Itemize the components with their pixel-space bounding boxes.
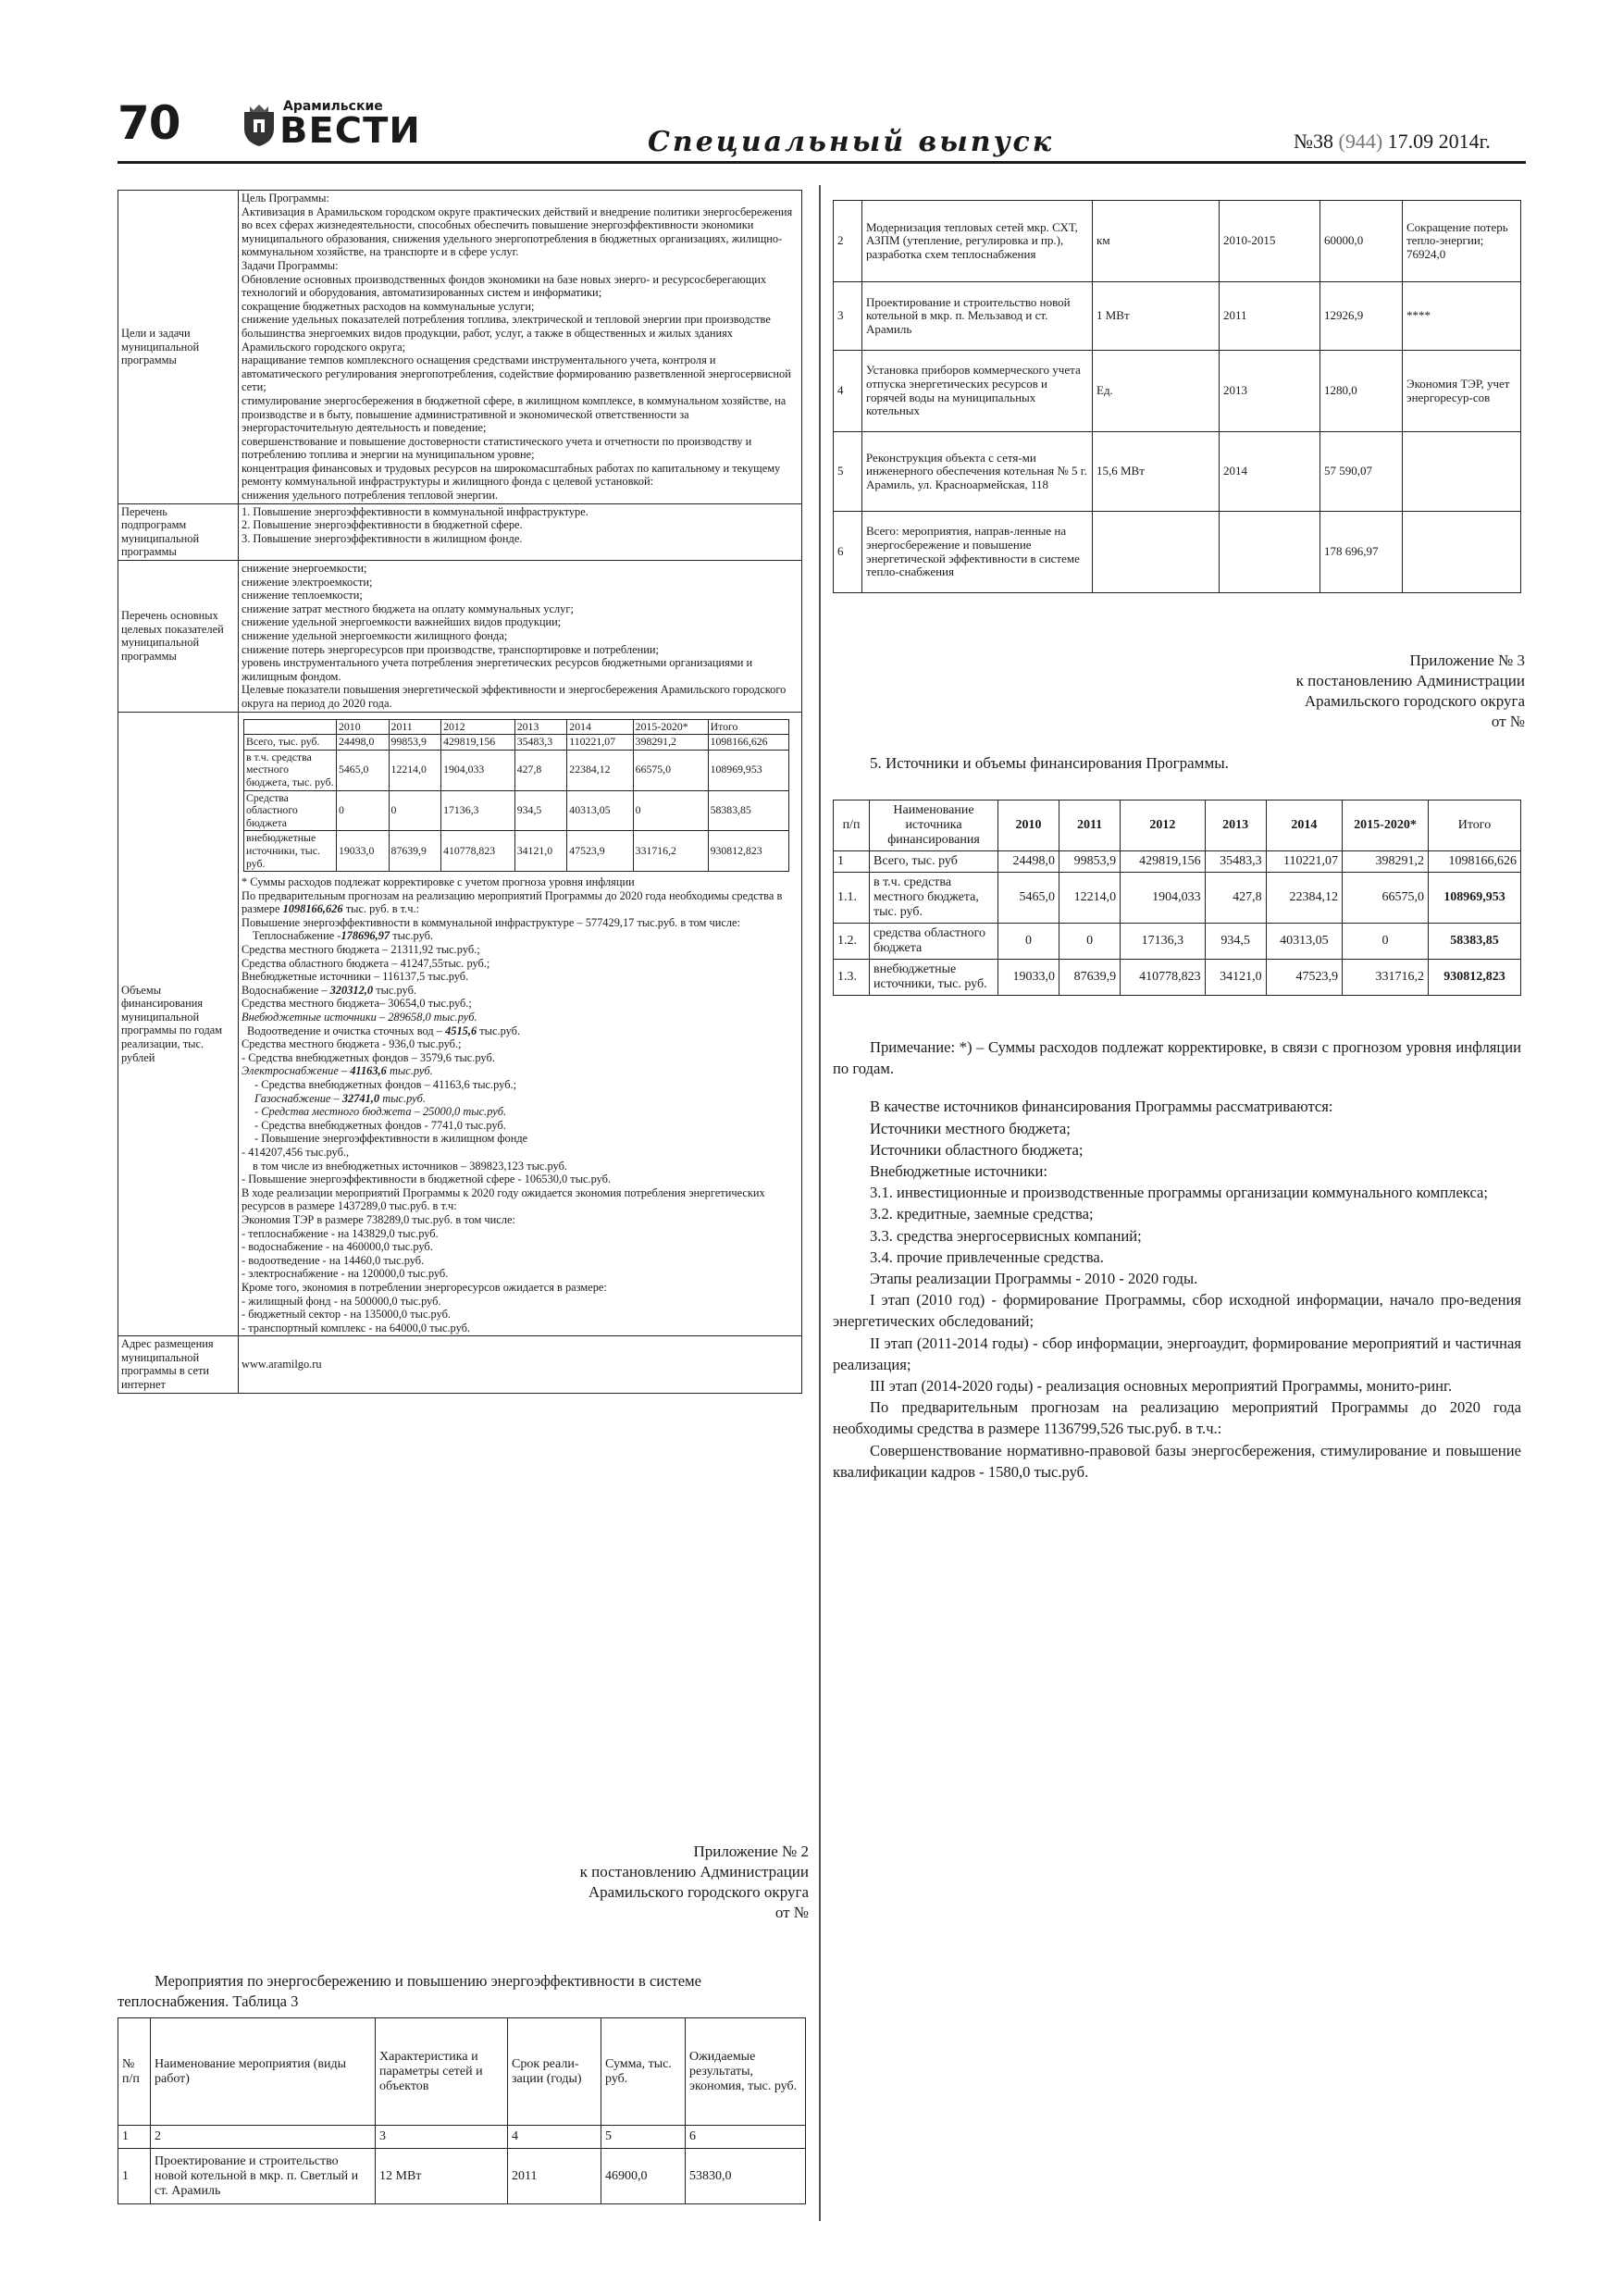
header-cell: 2012 bbox=[1121, 800, 1206, 851]
fin-line: Повышение энергоэффективности в коммунальной инфраструктуре – 577429,17 тыс.руб. в том числе: bbox=[242, 915, 740, 929]
measure-result: Сокращение потерь тепло-энергии; 76924,0 bbox=[1403, 201, 1521, 282]
fin-line: - Повышение энергоэффективности в бюджетной сфере - 106530,0 тыс.руб. bbox=[242, 1173, 612, 1186]
measure-term: 2011 bbox=[1220, 282, 1320, 351]
paragraph: По предварительным прогнозам на реализацию мероприятий Программы до 2020 года необходимы средства в размере 1136799,526 тыс.руб. в т.ч.: bbox=[833, 1398, 1521, 1438]
header-cell: Наименование мероприятия (виды работ) bbox=[151, 2018, 376, 2126]
paragraph: В качестве источников финансирования Программы рассматриваются: bbox=[870, 1098, 1333, 1116]
measure-term: 2010-2015 bbox=[1220, 201, 1320, 282]
measure-unit: Ед. bbox=[1093, 351, 1220, 432]
fin-bold: 4515,6 bbox=[445, 1024, 477, 1037]
cell: 19033,0 bbox=[998, 960, 1059, 996]
cell: 66575,0 bbox=[1343, 873, 1429, 924]
inner-cell: 99853,9 bbox=[389, 735, 441, 751]
cell: 3 bbox=[376, 2126, 508, 2149]
issue-title: Специальный выпуск bbox=[648, 126, 1055, 158]
cell: 17136,3 bbox=[1121, 924, 1206, 960]
fin-text: Электроснабжение – bbox=[242, 1064, 348, 1078]
inner-header-cell bbox=[244, 719, 337, 735]
inner-header-cell: 2012 bbox=[441, 719, 515, 735]
inner-cell: внебюджетные источники, тыс. руб. bbox=[244, 831, 337, 872]
measure-sum: 60000,0 bbox=[1320, 201, 1403, 282]
measure-sum: 57 590,07 bbox=[1320, 432, 1403, 512]
passport-row-targets bbox=[118, 561, 802, 713]
fin-bold: 178696,97 bbox=[341, 929, 390, 943]
header-cell: Наименование источника финансирования bbox=[870, 800, 998, 851]
fin-line: - Средства внебюджетных фондов - 7741,0 тыс.руб. bbox=[254, 1118, 506, 1132]
targets-text: снижение энергоемкости; снижение электроемкости; снижение теплоемкости; снижение затрат местного бюджета на оплату коммунальных услуг; снижение удельной энергоемкости важнейших видов продукции; снижение удельной энергоемкости жилищного фонда; снижение потерь энергоресурсов при производстве, транспортировке и потреблении; уровень инструментального учета потребления энергетических ресурсов бюджетными организациями и жилищным фондом. Целевые показатели повышения энергетической эффективности и энергосбережения Арамильского городского округа на период до 2020 года. bbox=[239, 561, 802, 713]
paragraph: Внебюджетные источники: bbox=[870, 1162, 1047, 1181]
fin-line: - водоотведение - на 14460,0 тыс.руб. bbox=[242, 1253, 425, 1267]
subprog-label: Перечень подпрограмм муниципальной программы bbox=[118, 503, 239, 560]
inner-cell: 24498,0 bbox=[337, 735, 390, 751]
column-divider bbox=[819, 185, 821, 2221]
fin-bold: 1098166,626 bbox=[282, 902, 343, 916]
cell: 1.1. bbox=[834, 873, 870, 924]
cell: 427,8 bbox=[1205, 873, 1266, 924]
header-cell: 2015-2020* bbox=[1343, 800, 1429, 851]
fin-line: - Средства внебюджетных фондов – 3579,6 тыс.руб. bbox=[242, 1050, 495, 1064]
inner-header-cell: 2013 bbox=[514, 719, 567, 735]
cell: 46900,0 bbox=[601, 2149, 686, 2204]
fin-text: По предварительным прогнозам на реализацию мероприятий Программы до 2020 года необходимы средства в размере bbox=[242, 888, 783, 916]
table-row bbox=[834, 282, 1521, 351]
measure-sum: 178 696,97 bbox=[1320, 512, 1403, 593]
fin-line bbox=[242, 889, 799, 916]
cell: 110221,07 bbox=[1266, 851, 1342, 873]
coat-of-arms-icon bbox=[241, 103, 278, 147]
fin-text: тыс.руб. bbox=[479, 1024, 521, 1037]
cell: 12 МВт bbox=[376, 2149, 508, 2204]
header-cell: Ожидаемые результаты, экономия, тыс. руб. bbox=[686, 2018, 806, 2126]
inner-cell: 87639,9 bbox=[389, 831, 441, 872]
paragraph: III этап (2014-2020 годы) - реализация основных мероприятий Программы, монито-ринг. bbox=[870, 1377, 1453, 1396]
financing-text bbox=[833, 1036, 1521, 1483]
fin-line: - Повышение энергоэффективности в жилищном фонде bbox=[254, 1132, 528, 1146]
inner-cell: 22384,12 bbox=[567, 750, 633, 790]
measure-term: 2013 bbox=[1220, 351, 1320, 432]
inner-cell: 5465,0 bbox=[337, 750, 390, 790]
inner-cell: в т.ч. средства местного бюджета, тыс. руб. bbox=[244, 750, 337, 790]
measure-unit: 1 МВт bbox=[1093, 282, 1220, 351]
address-label: Адрес размещения муниципальной программы в сети интернет bbox=[118, 1336, 239, 1393]
cell: 1 bbox=[118, 2149, 151, 2204]
fin-line: - теплоснабжение - на 143829,0 тыс.руб. bbox=[242, 1226, 439, 1240]
cell: 47523,9 bbox=[1266, 960, 1342, 996]
note-paragraph: Примечание: *) – Суммы расходов подлежат корректировке, в связи с прогнозом уровня инфляции по годам. bbox=[833, 1038, 1521, 1078]
header-rule bbox=[118, 161, 1526, 164]
fin-line: - транспортный комплекс - на 64000,0 тыс.руб. bbox=[242, 1321, 471, 1334]
fin-line: в том числе из внебюджетных источников – 389823,123 тыс.руб. bbox=[253, 1159, 567, 1173]
row-number: 3 bbox=[834, 282, 862, 351]
table3-intro: Мероприятия по энергосбережению и повышению энергоэффективности в системе теплоснабжения. Таблица 3 bbox=[118, 1972, 702, 2010]
passport-row-finance bbox=[118, 712, 802, 1336]
table-row bbox=[834, 960, 1521, 996]
measure-sum: 12926,9 bbox=[1320, 282, 1403, 351]
measure-result: Экономия ТЭР, учет энергоресур-сов bbox=[1403, 351, 1521, 432]
inner-cell: 35483,3 bbox=[514, 735, 567, 751]
header-cell: 2010 bbox=[998, 800, 1059, 851]
cell: 87639,9 bbox=[1059, 960, 1121, 996]
finance-cell bbox=[239, 712, 802, 1336]
fin-bold: 320312,0 bbox=[329, 983, 374, 997]
inner-cell: 34121,0 bbox=[514, 831, 567, 872]
inner-cell: 0 bbox=[337, 790, 390, 831]
inner-cell: 17136,3 bbox=[441, 790, 515, 831]
fin-line: Кроме того, экономия в потреблении энергоресурсов ожидается в размере: bbox=[242, 1280, 607, 1294]
inner-cell: 934,5 bbox=[514, 790, 567, 831]
inner-header-cell: 2010 bbox=[337, 719, 390, 735]
cell: 1 bbox=[834, 851, 870, 873]
paragraph: II этап (2011-2014 годы) - сбор информации, энергоаудит, формирование мероприятий и частичная реализация; bbox=[833, 1334, 1521, 1373]
financing-sources-table bbox=[833, 800, 1521, 996]
cell: 2011 bbox=[508, 2149, 601, 2204]
passport-row-goals bbox=[118, 191, 802, 504]
page-number: 70 bbox=[118, 96, 180, 150]
finance-inner-table bbox=[243, 719, 789, 873]
header-cell: 2013 bbox=[1205, 800, 1266, 851]
measure-term: 2014 bbox=[1220, 432, 1320, 512]
cell: 58383,85 bbox=[1428, 924, 1520, 960]
fin-line: В ходе реализации мероприятий Программы к 2020 году ожидается экономия потребления энергетических ресурсов в размере 1437289,0 тыс.руб. в т.ч: bbox=[242, 1185, 765, 1213]
header-cell: № п/п bbox=[118, 2018, 151, 2126]
passport-row-subprograms bbox=[118, 503, 802, 560]
inner-cell: 47523,9 bbox=[567, 831, 633, 872]
section-5-title: 5. Источники и объемы финансирования Программы. bbox=[870, 754, 1229, 772]
paragraph: 3.3. средства энергосервисных компаний; bbox=[870, 1226, 1142, 1245]
fin-text: Водоотведение и очистка сточных вод – bbox=[247, 1024, 442, 1037]
fin-line: - жилищный фонд - на 500000,0 тыс.руб. bbox=[242, 1294, 441, 1308]
paragraph: 3.1. инвестиционные и производственные программы организации коммунального комплекса; bbox=[870, 1184, 1489, 1202]
cell: 1904,033 bbox=[1121, 873, 1206, 924]
measures-table-continued bbox=[833, 200, 1521, 593]
fin-bold: 41163,6 bbox=[350, 1064, 387, 1078]
inner-row bbox=[244, 735, 789, 751]
issue-no-total: (944) bbox=[1338, 130, 1383, 153]
table-row bbox=[834, 512, 1521, 593]
passport-row-address bbox=[118, 1336, 802, 1393]
paragraph: Совершенствование нормативно-правовой базы энергосбережения, стимулирование и повышение квалификации кадров - 1580,0 тыс.руб. bbox=[833, 1441, 1521, 1481]
cell: 6 bbox=[686, 2126, 806, 2149]
cell: 12214,0 bbox=[1059, 873, 1121, 924]
cell: 410778,823 bbox=[1121, 960, 1206, 996]
cell: 2 bbox=[151, 2126, 376, 2149]
inner-cell: 1904,033 bbox=[441, 750, 515, 790]
inner-cell: Средства областного бюджета bbox=[244, 790, 337, 831]
cell: 0 bbox=[1059, 924, 1121, 960]
fin-line: Средства областного бюджета – 41247,55тыс. руб.; bbox=[242, 956, 490, 970]
paragraph: 3.2. кредитные, заемные средства; bbox=[870, 1205, 1094, 1223]
paragraph: Источники областного бюджета; bbox=[870, 1140, 1084, 1159]
header-cell: Итого bbox=[1428, 800, 1520, 851]
inner-header-cell: 2014 bbox=[567, 719, 633, 735]
column-numbers-row bbox=[118, 2126, 806, 2149]
table-row bbox=[834, 873, 1521, 924]
measure-name: Модернизация тепловых сетей мкр. СХТ, АЗПМ (утепление, регулировка и пр.), разработка схем теплоснабжения bbox=[862, 201, 1093, 282]
fin-line: - 414207,456 тыс.руб., bbox=[242, 1145, 350, 1159]
cell: 53830,0 bbox=[686, 2149, 806, 2204]
inner-cell: 0 bbox=[633, 790, 708, 831]
fin-line: - электроснабжение - на 120000,0 тыс.руб. bbox=[242, 1267, 449, 1281]
fin-line bbox=[242, 1024, 799, 1038]
inner-cell: 331716,2 bbox=[633, 831, 708, 872]
cell: 429819,156 bbox=[1121, 851, 1206, 873]
fin-line bbox=[242, 1092, 799, 1106]
header-cell: Характеристика и параметры сетей и объектов bbox=[376, 2018, 508, 2126]
fin-line: Внебюджетные источники – 116137,5 тыс.руб. bbox=[242, 970, 469, 984]
inner-header-cell: Итого bbox=[708, 719, 788, 735]
cell: Проектирование и строительство новой котельной в мкр. п. Светлый и ст. Арамиль bbox=[151, 2149, 376, 2204]
row-number: 5 bbox=[834, 432, 862, 512]
cell: 1.2. bbox=[834, 924, 870, 960]
measures-table bbox=[118, 2017, 806, 2204]
fin-line: Экономия ТЭР в размере 738289,0 тыс.руб. в том числе: bbox=[242, 1212, 515, 1226]
table-row bbox=[834, 201, 1521, 282]
inner-cell: 108969,953 bbox=[708, 750, 788, 790]
cell: 398291,2 bbox=[1343, 851, 1429, 873]
fin-text: тыс.руб. bbox=[382, 1091, 427, 1105]
paragraph: I этап (2010 год) - формирование Программы, сбор исходной информации, начало про-ведения энергетических обследований; bbox=[833, 1291, 1521, 1331]
cell: 24498,0 bbox=[998, 851, 1059, 873]
measure-name: Всего: мероприятия, направ-ленные на энергосбережение и повышение энергетической эффективности в системе тепло-снабжения bbox=[862, 512, 1093, 593]
issue-number bbox=[1294, 130, 1491, 154]
row-number: 4 bbox=[834, 351, 862, 432]
cell: 34121,0 bbox=[1205, 960, 1266, 996]
inner-cell: 410778,823 bbox=[441, 831, 515, 872]
inner-cell: 110221,07 bbox=[567, 735, 633, 751]
inner-row bbox=[244, 790, 789, 831]
table-row bbox=[834, 432, 1521, 512]
paragraph: Источники местного бюджета; bbox=[870, 1119, 1071, 1137]
measure-result bbox=[1403, 432, 1521, 512]
fin-bold: 32741,0 bbox=[341, 1091, 380, 1105]
cell: 4 bbox=[508, 2126, 601, 2149]
inner-row bbox=[244, 831, 789, 872]
fin-line bbox=[242, 929, 799, 943]
inner-cell: 66575,0 bbox=[633, 750, 708, 790]
cell: 5465,0 bbox=[998, 873, 1059, 924]
measure-result bbox=[1403, 512, 1521, 593]
measure-name: Установка приборов коммерческого учета отпуска энергетических ресурсов и горячей воды на муниципальных котельных bbox=[862, 351, 1093, 432]
fin-line: * Суммы расходов подлежат корректировке с учетом прогноза уровня инфляции bbox=[242, 875, 635, 889]
fin-text: Газоснабжение – bbox=[254, 1091, 340, 1105]
measure-unit: 15,6 МВт bbox=[1093, 432, 1220, 512]
appendix-3-caption: Приложение № 3 к постановлению Администрации Арамильского городского округа от № bbox=[1295, 652, 1525, 730]
cell: 331716,2 bbox=[1343, 960, 1429, 996]
inner-cell: 19033,0 bbox=[337, 831, 390, 872]
goals-text: Цель Программы: Активизация в Арамильском городском округе практических действий и внедрение политики энергосбережения во всех сферах жизнедеятельности, способных обеспечить повышение энергоэффективности экономики муниципального образования, снижения удельного энергопотребления в бюджетных организациях, жилищно-коммунальном хозяйстве, на транспорте и в сфере услуг. Задачи Программы: Обновление основных производственных фондов экономики на базе новых энерго- и ресурсосберегающих технологий и оборудования, автоматизированных систем и информатики; сокращение бюджетных расходов на коммунальные услуги; снижение удельных показателей потребления топлива, электрической и тепловой энергии при производстве большинства энергоемких видов продукции, работ, услуг, а также в общественных и жилых зданиях Арамильского городского округа; наращивание темпов комплексного оснащения средствами инструментального учета, контроля и автоматического регулирования энергопотребления, содействие формированию разветвленной энергосервисной сети; стимулирование энергосбережения в бюджетной сфере, в жилищном комплексе, в коммунальном хозяйстве, на производстве и в быту, повышение административной и экономической ответственности за энергорасточительную деятельность и поведение; совершенствование и повышение достоверности статистического учета и отчетности по производству и потреблению топлива и энергии на муниципальном уровне; концентрация финансовых и трудовых ресурсов на широкомасштабных работах по капитальному и текущему ремонту коммунальной инфраструктуры и жилищного фонда с целевой установкой: снижения удельного потребления тепловой энергии. bbox=[239, 191, 802, 504]
fin-line: - Средства местного бюджета – 25000,0 тыс.руб. bbox=[254, 1105, 507, 1119]
cell: 1 bbox=[118, 2126, 151, 2149]
measure-sum: 1280,0 bbox=[1320, 351, 1403, 432]
fin-text: тыс.руб. bbox=[392, 929, 434, 943]
inner-cell: 429819,156 bbox=[441, 735, 515, 751]
address-value[interactable]: www.aramilgo.ru bbox=[239, 1336, 802, 1393]
cell: 1098166,626 bbox=[1428, 851, 1520, 873]
paragraph: Этапы реализации Программы - 2010 - 2020 годы. bbox=[870, 1270, 1198, 1288]
finance-notes bbox=[242, 875, 799, 1334]
table-row bbox=[118, 2149, 806, 2204]
table-header-row bbox=[118, 2018, 806, 2126]
fin-line: Средства местного бюджета – 21311,92 тыс.руб.; bbox=[242, 943, 480, 957]
cell: 99853,9 bbox=[1059, 851, 1121, 873]
header-cell: п/п bbox=[834, 800, 870, 851]
table-row bbox=[834, 924, 1521, 960]
header-cell: Срок реали-зации (годы) bbox=[508, 2018, 601, 2126]
table-row bbox=[834, 351, 1521, 432]
cell: 108969,953 bbox=[1428, 873, 1520, 924]
measure-name: Проектирование и строительство новой котельной в мкр. п. Мельзавод и ст. Арамиль bbox=[862, 282, 1093, 351]
header-cell: 2014 bbox=[1266, 800, 1342, 851]
inner-cell: 0 bbox=[389, 790, 441, 831]
fin-text: Водоснабжение – bbox=[242, 983, 328, 997]
appendix-2-caption: Приложение № 2 к постановлению Администрации Арамильского городского округа от № bbox=[579, 1843, 809, 1921]
cell: в т.ч. средства местного бюджета, тыс. руб. bbox=[870, 873, 998, 924]
cell: 0 bbox=[998, 924, 1059, 960]
fin-text: тыс.руб. bbox=[376, 983, 416, 997]
cell: средства областного бюджета bbox=[870, 924, 998, 960]
cell: 40313,05 bbox=[1266, 924, 1342, 960]
table-header-row bbox=[834, 800, 1521, 851]
goals-label: Цели и задачи муниципальной программы bbox=[118, 191, 239, 504]
fin-line: Средства местного бюджета - 936,0 тыс.руб.; bbox=[242, 1037, 462, 1051]
inner-row bbox=[244, 750, 789, 790]
table-row bbox=[834, 851, 1521, 873]
fin-line: Внебюджетные источники – 289658,0 тыс.руб. bbox=[242, 1011, 477, 1024]
issue-date: 17.09 2014г. bbox=[1387, 130, 1491, 153]
measure-term bbox=[1220, 512, 1320, 593]
inner-cell: Всего, тыс. руб. bbox=[244, 735, 337, 751]
cell: 0 bbox=[1343, 924, 1429, 960]
inner-header-cell: 2011 bbox=[389, 719, 441, 735]
inner-header-row bbox=[244, 719, 789, 735]
cell: 934,5 bbox=[1205, 924, 1266, 960]
cell: Всего, тыс. руб bbox=[870, 851, 998, 873]
measure-unit bbox=[1093, 512, 1220, 593]
fin-line bbox=[242, 984, 799, 998]
logo-top-text: Арамильские bbox=[283, 99, 383, 114]
program-passport-table bbox=[118, 190, 802, 1394]
targets-label: Перечень основных целевых показателей муниципальной программы bbox=[118, 561, 239, 713]
issue-no-prefix: №38 bbox=[1294, 130, 1333, 153]
fin-line bbox=[242, 1064, 799, 1078]
inner-cell: 1098166,626 bbox=[708, 735, 788, 751]
header-cell: Сумма, тыс. руб. bbox=[601, 2018, 686, 2126]
cell: 1.3. bbox=[834, 960, 870, 996]
row-number: 2 bbox=[834, 201, 862, 282]
inner-cell: 930812,823 bbox=[708, 831, 788, 872]
measure-result: **** bbox=[1403, 282, 1521, 351]
newspaper-logo bbox=[239, 97, 421, 151]
header-cell: 2011 bbox=[1059, 800, 1121, 851]
subprog-text: 1. Повышение энергоэффективности в коммунальной инфраструктуре. 2. Повышение энергоэффективности в бюджетной сфере. 3. Повышение энергоэффективности в жилищном фонде. bbox=[239, 503, 802, 560]
inner-cell: 427,8 bbox=[514, 750, 567, 790]
paragraph: 3.4. прочие привлеченные средства. bbox=[870, 1247, 1104, 1266]
inner-cell: 398291,2 bbox=[633, 735, 708, 751]
cell: внебюджетные источники, тыс. руб. bbox=[870, 960, 998, 996]
cell: 930812,823 bbox=[1428, 960, 1520, 996]
fin-line: - Средства внебюджетных фондов – 41163,6 тыс.руб.; bbox=[254, 1078, 517, 1091]
fin-text: тыс. руб. в т.ч.: bbox=[345, 902, 420, 916]
finance-label: Объемы финансирования муниципальной программы по годам реализации, тыс. рублей bbox=[118, 712, 239, 1336]
inner-cell: 12214,0 bbox=[389, 750, 441, 790]
row-number: 6 bbox=[834, 512, 862, 593]
cell: 22384,12 bbox=[1266, 873, 1342, 924]
inner-header-cell: 2015-2020* bbox=[633, 719, 708, 735]
fin-line: Средства местного бюджета– 30654,0 тыс.руб.; bbox=[242, 997, 472, 1011]
fin-text: тыс.руб. bbox=[389, 1064, 433, 1078]
logo-main-text: ВЕСТИ bbox=[279, 110, 421, 151]
cell: 5 bbox=[601, 2126, 686, 2149]
inner-cell: 58383,85 bbox=[708, 790, 788, 831]
fin-line: - бюджетный сектор - на 135000,0 тыс.руб. bbox=[242, 1308, 452, 1322]
measure-name: Реконструкция объекта с сетя-ми инженерного обеспечения котельная № 5 г. Арамиль, ул. Красноармейская, 118 bbox=[862, 432, 1093, 512]
inner-cell: 40313,05 bbox=[567, 790, 633, 831]
measure-unit: км bbox=[1093, 201, 1220, 282]
cell: 35483,3 bbox=[1205, 851, 1266, 873]
fin-text: Теплоснабжение - bbox=[253, 929, 341, 943]
fin-line: - водоснабжение - на 460000,0 тыс.руб. bbox=[242, 1240, 433, 1254]
